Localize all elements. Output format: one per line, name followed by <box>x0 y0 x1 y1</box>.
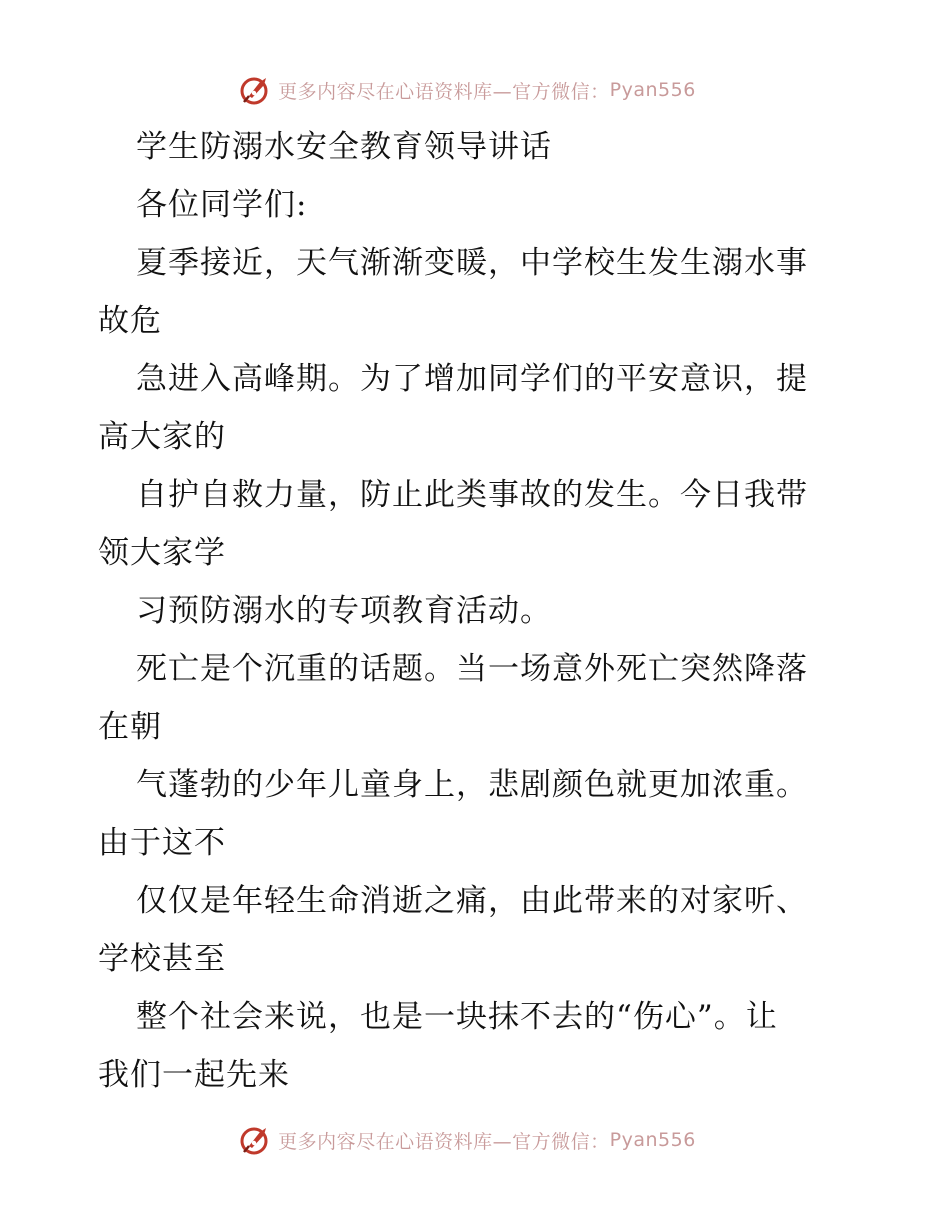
paragraph-line: 夏季接近，天气渐渐变暖，中学校生发生溺水事 <box>136 245 808 281</box>
wechat-id: Pyan556 <box>609 79 696 101</box>
paragraph-line: 自护自救力量，防止此类事故的发生。今日我带 <box>136 477 808 513</box>
watermark-text: 更多内容尽在心语资料库—官方微信： <box>278 80 610 103</box>
paragraph-line: 气蓬勃的少年儿童身上，悲剧颜色就更加浓重。 <box>136 767 808 803</box>
paragraph-line: 在朝 <box>98 709 162 745</box>
paragraph-line: 死亡是个沉重的话题。当一场意外死亡突然降落 <box>136 651 808 687</box>
paragraph-line: 领大家学 <box>98 535 226 571</box>
salutation: 各位同学们: <box>136 187 308 223</box>
document-title: 学生防溺水安全教育领导讲话 <box>136 129 552 165</box>
document-body <box>98 118 858 1104</box>
paragraph-line: 习预防溺水的专项教育活动。 <box>136 593 552 629</box>
paragraph-line: 急进入高峰期。为了增加同学们的平安意识，提 <box>136 361 808 397</box>
watermark-text: 更多内容尽在心语资料库—官方微信： <box>278 1130 610 1153</box>
paragraph-line: 仅仅是年轻生命消逝之痛，由此带来的对家听、 <box>136 883 808 919</box>
wechat-id: Pyan556 <box>609 1129 696 1151</box>
pen-nib-logo-icon <box>240 1124 272 1156</box>
paragraph-line: 整个社会来说，也是一块抹不去的“伤心”。让 <box>136 999 778 1035</box>
paragraph-line: 我们一起先来 <box>98 1057 290 1093</box>
paragraph-line: 高大家的 <box>98 419 226 455</box>
pen-nib-logo-icon <box>240 74 272 106</box>
footer-watermark-banner <box>0 1122 950 1158</box>
paragraph-line: 由于这不 <box>98 825 226 861</box>
paragraph-line: 故危 <box>98 303 162 339</box>
paragraph-line: 学校甚至 <box>98 941 226 977</box>
header-watermark-banner <box>0 72 950 108</box>
